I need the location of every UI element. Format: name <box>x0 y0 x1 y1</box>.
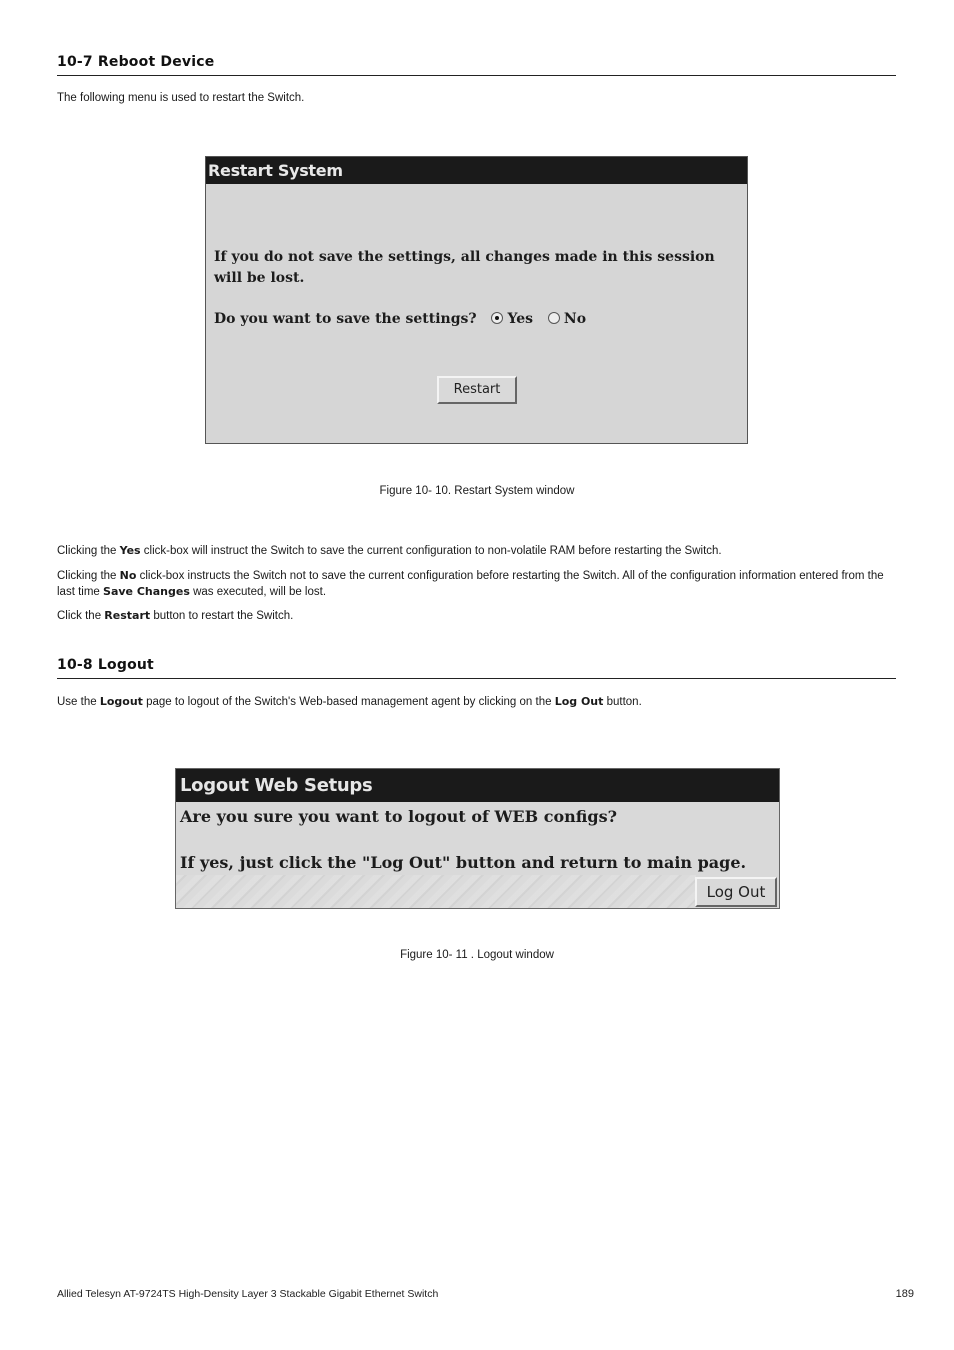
restart-explanation-paragraph: Click the Restart button to restart the Switch. <box>57 609 294 622</box>
logout-instruction-text: If yes, just click the "Log Out" button and return to main page. <box>180 853 747 872</box>
yes-radio-label[interactable]: Yes <box>507 311 534 327</box>
restart-warning-message: If you do not save the settings, all changes made in this session will be lost. <box>214 249 715 286</box>
section-heading-logout: 10-8 Logout <box>57 657 896 679</box>
no-explanation-paragraph: Clicking the No click-box instructs the Switch not to save the current configuration before restarting the Switch. All of the configuration information entered from the last time Save Changes was executed, will be lost. <box>57 569 884 598</box>
figure-caption-logout: Figure 10- 11 . Logout window <box>400 949 554 961</box>
restart-system-window <box>205 156 748 444</box>
logout-web-setups-window <box>175 768 780 909</box>
page-number: 189 <box>895 1288 914 1300</box>
logout-confirm-question: Are you sure you want to logout of WEB configs? <box>180 807 617 826</box>
section-heading-reboot: 10-7 Reboot Device <box>57 54 896 76</box>
log-out-button[interactable]: Log Out <box>695 877 777 907</box>
logout-intro-paragraph: Use the Logout page to logout of the Switch's Web-based management agent by clicking on the Log Out button. <box>57 695 642 708</box>
no-radio-button[interactable] <box>548 312 560 324</box>
restart-window-title: Restart System <box>206 157 747 184</box>
background-pattern <box>176 875 696 909</box>
footer-product-name: Allied Telesyn AT-9724TS High-Density Layer 3 Stackable Gigabit Ethernet Switch <box>57 1288 439 1300</box>
restart-button[interactable]: Restart <box>437 376 517 404</box>
yes-explanation-paragraph: Clicking the Yes click-box will instruct the Switch to save the current configuration to non-volatile RAM before restarting the Switch. <box>57 544 722 557</box>
no-radio-label[interactable]: No <box>563 311 587 327</box>
save-settings-question-row <box>214 311 586 327</box>
logout-window-title: Logout Web Setups <box>176 769 779 802</box>
figure-caption-restart: Figure 10- 10. Restart System window <box>379 485 575 497</box>
yes-radio-button[interactable] <box>491 312 503 324</box>
reboot-intro-text: The following menu is used to restart the Switch. <box>57 92 305 104</box>
save-settings-question: Do you want to save the settings? <box>214 311 477 327</box>
